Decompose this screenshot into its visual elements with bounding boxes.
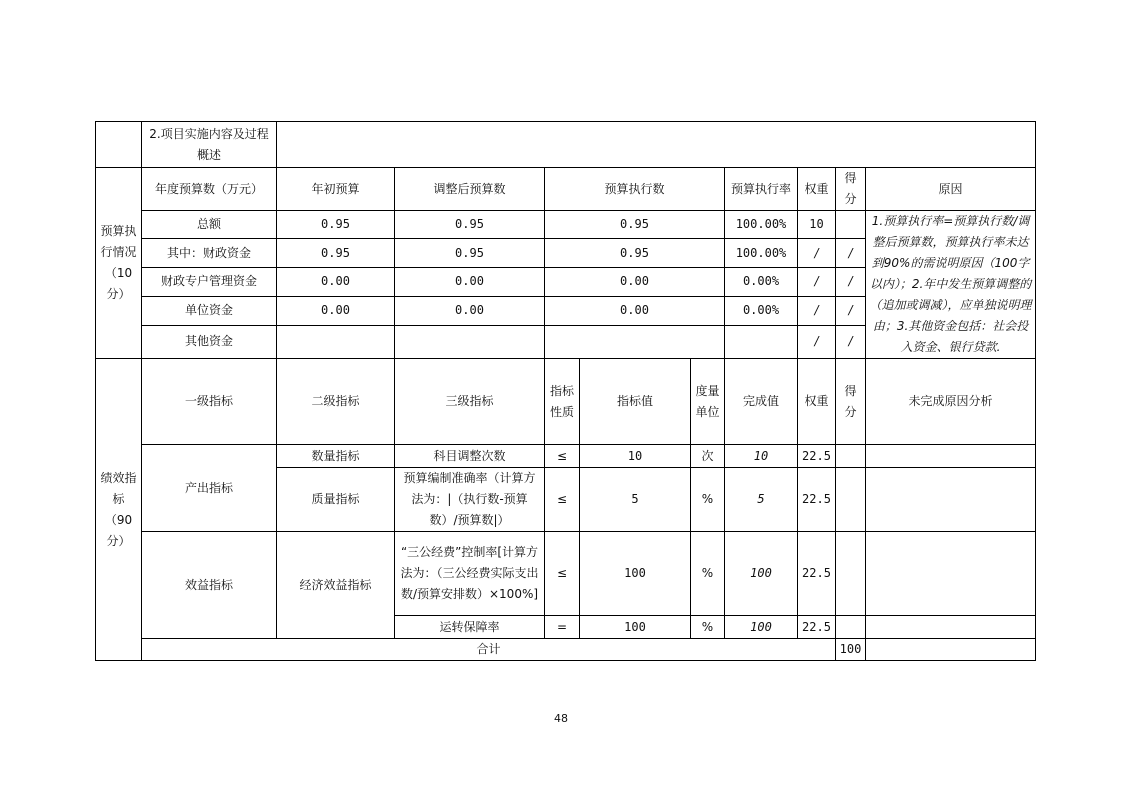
perf-value: 100 <box>580 616 691 639</box>
perf-header-level2: 二级指标 <box>277 359 395 445</box>
budget-header-adjusted: 调整后预算数 <box>395 168 545 211</box>
budget-row-rate: 0.00% <box>725 297 798 325</box>
budget-row-rate: 100.00% <box>725 211 798 239</box>
perf-header-weight: 权重 <box>798 359 836 445</box>
perf-score <box>836 445 866 468</box>
budget-row-score: / <box>836 325 866 358</box>
perf-level2: 经济效益指标 <box>277 532 395 639</box>
perf-value: 100 <box>580 532 691 616</box>
budget-row-weight: / <box>798 239 836 267</box>
budget-row <box>96 211 1036 239</box>
perf-completion: 10 <box>725 445 798 468</box>
budget-row-rate: 0.00% <box>725 267 798 296</box>
budget-section-label: 预算执行情况（10分） <box>96 168 142 359</box>
perf-analysis <box>866 468 1036 532</box>
perf-header-value: 指标值 <box>580 359 691 445</box>
budget-header-score: 得分 <box>836 168 866 211</box>
perf-level3: 预算编制准确率（计算方法为：|（执行数-预算数）/预算数|） <box>395 468 545 532</box>
budget-row-initial <box>277 325 395 358</box>
perf-value: 10 <box>580 445 691 468</box>
budget-row-executed: 0.00 <box>545 267 725 296</box>
budget-header-weight: 权重 <box>798 168 836 211</box>
budget-row-initial: 0.95 <box>277 239 395 267</box>
budget-row-adjusted <box>395 325 545 358</box>
total-row <box>96 639 1036 661</box>
perf-unit: % <box>691 468 725 532</box>
budget-header-initial: 年初预算 <box>277 168 395 211</box>
perf-weight: 22.5 <box>798 532 836 616</box>
total-weight: 100 <box>836 639 866 661</box>
perf-completion: 100 <box>725 532 798 616</box>
perf-weight: 22.5 <box>798 445 836 468</box>
perf-analysis <box>866 445 1036 468</box>
budget-row-adjusted: 0.00 <box>395 297 545 325</box>
perf-nature: ≤ <box>545 468 580 532</box>
perf-level2: 质量指标 <box>277 468 395 532</box>
budget-row-name: 其他资金 <box>142 325 277 358</box>
budget-row-score: / <box>836 297 866 325</box>
perf-completion: 100 <box>725 616 798 639</box>
budget-row-adjusted: 0.95 <box>395 211 545 239</box>
perf-unit: % <box>691 616 725 639</box>
perf-header-score: 得分 <box>836 359 866 445</box>
perf-level1: 产出指标 <box>142 445 277 532</box>
perf-header-level1: 一级指标 <box>142 359 277 445</box>
perf-level3: 运转保障率 <box>395 616 545 639</box>
budget-row-weight: 10 <box>798 211 836 239</box>
perf-analysis <box>866 532 1036 616</box>
budget-row-score <box>836 211 866 239</box>
budget-header-reason: 原因 <box>866 168 1036 211</box>
perf-header-completion: 完成值 <box>725 359 798 445</box>
perf-weight: 22.5 <box>798 616 836 639</box>
perf-row <box>96 445 1036 468</box>
budget-header-row <box>96 168 1036 211</box>
perf-score <box>836 532 866 616</box>
budget-row-executed: 0.95 <box>545 211 725 239</box>
budget-row-weight: / <box>798 325 836 358</box>
budget-row-initial: 0.00 <box>277 267 395 296</box>
perf-level3: “三公经费”控制率[计算方法为：（三公经费实际支出数/预算安排数）×100%] <box>395 532 545 616</box>
perf-header-analysis: 未完成原因分析 <box>866 359 1036 445</box>
perf-header-nature: 指标性质 <box>545 359 580 445</box>
perf-nature: ≤ <box>545 532 580 616</box>
perf-row <box>96 532 1036 616</box>
budget-row-adjusted: 0.00 <box>395 267 545 296</box>
perf-analysis <box>866 616 1036 639</box>
budget-row-rate <box>725 325 798 358</box>
intro-content <box>277 122 1036 168</box>
perf-nature: = <box>545 616 580 639</box>
budget-row-executed: 0.00 <box>545 297 725 325</box>
budget-row-name: 财政专户管理资金 <box>142 267 277 296</box>
perf-header-unit: 度量单位 <box>691 359 725 445</box>
budget-row-initial: 0.00 <box>277 297 395 325</box>
perf-unit: 次 <box>691 445 725 468</box>
perf-score <box>836 616 866 639</box>
perf-unit: % <box>691 532 725 616</box>
intro-row <box>96 122 1036 168</box>
performance-evaluation-table <box>95 121 1036 661</box>
total-score <box>866 639 1036 661</box>
page-number: 48 <box>554 712 568 725</box>
budget-reason-note: 1.预算执行率=预算执行数/调整后预算数，预算执行率未达到90%的需说明原因（100字以内）；2.年中发生预算调整的（追加或调减），应单独说明理由；3.其他资金包括：社会投入资金、银行贷款. <box>866 211 1036 359</box>
perf-header-level3: 三级指标 <box>395 359 545 445</box>
perf-nature: ≤ <box>545 445 580 468</box>
perf-level3: 科目调整次数 <box>395 445 545 468</box>
budget-row-name: 单位资金 <box>142 297 277 325</box>
budget-row-adjusted: 0.95 <box>395 239 545 267</box>
budget-row-initial: 0.95 <box>277 211 395 239</box>
budget-row-name: 其中：财政资金 <box>142 239 277 267</box>
perf-header-row <box>96 359 1036 445</box>
budget-row-executed: 0.95 <box>545 239 725 267</box>
total-label: 合计 <box>142 639 836 661</box>
budget-row-weight: / <box>798 297 836 325</box>
budget-row-name: 总额 <box>142 211 277 239</box>
budget-row-score: / <box>836 267 866 296</box>
perf-section-label: 绩效指标（90分） <box>96 359 142 661</box>
budget-row-executed <box>545 325 725 358</box>
perf-weight: 22.5 <box>798 468 836 532</box>
perf-level1: 效益指标 <box>142 532 277 639</box>
budget-row-weight: / <box>798 267 836 296</box>
budget-header-executed: 预算执行数 <box>545 168 725 211</box>
budget-header-item: 年度预算数（万元） <box>142 168 277 211</box>
budget-row-rate: 100.00% <box>725 239 798 267</box>
intro-label: 2.项目实施内容及过程概述 <box>142 122 277 168</box>
perf-value: 5 <box>580 468 691 532</box>
perf-completion: 5 <box>725 468 798 532</box>
budget-row-score: / <box>836 239 866 267</box>
budget-header-rate: 预算执行率 <box>725 168 798 211</box>
intro-spacer <box>96 122 142 168</box>
perf-score <box>836 468 866 532</box>
perf-level2: 数量指标 <box>277 445 395 468</box>
